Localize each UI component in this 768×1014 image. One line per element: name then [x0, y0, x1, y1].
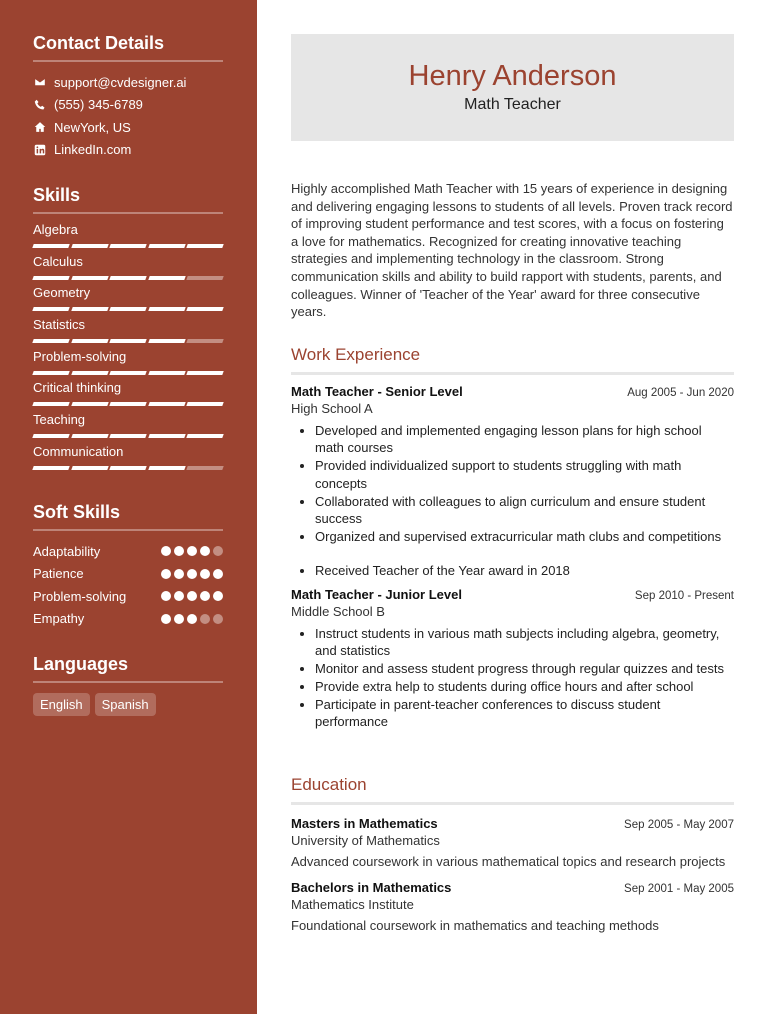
skill-level-segment	[148, 244, 185, 248]
education-description: Advanced coursework in various mathematical topics and research projects	[291, 854, 726, 869]
skill-item	[33, 349, 223, 381]
skill-item	[33, 412, 223, 444]
skill-name: Geometry	[33, 285, 91, 301]
skill-level-segment	[187, 466, 224, 470]
skill-level-segment	[71, 371, 108, 375]
skill-level-segment	[187, 339, 224, 343]
soft-skill-rating	[161, 614, 223, 624]
job-title: Math Teacher - Senior Level	[291, 384, 463, 399]
soft-skill-rating	[161, 546, 223, 556]
job-title: Math Teacher - Junior Level	[291, 586, 462, 602]
skill-item	[33, 317, 223, 349]
skills-section	[33, 185, 223, 476]
job-dates: Sep 2010 - Present	[634, 589, 734, 602]
skill-level-segment	[32, 307, 69, 311]
rating-dot	[187, 614, 197, 624]
skill-level-segment	[148, 434, 185, 438]
job-bullet: • Organized and supervised extracurricular math clubs and competitions	[315, 528, 734, 545]
job-entry	[291, 384, 734, 580]
rating-dot	[187, 591, 197, 601]
skill-level-segment	[71, 466, 108, 470]
rating-dot	[187, 569, 197, 579]
soft-skill-item	[33, 608, 223, 631]
skill-level-segment	[32, 434, 69, 438]
soft-skill-rating	[161, 569, 223, 579]
rating-dot	[174, 546, 184, 556]
name-header	[291, 34, 734, 141]
soft-skill-name: Adaptability	[33, 543, 101, 559]
skill-level-segment	[71, 339, 108, 343]
skill-level-segment	[109, 307, 146, 311]
phone-icon	[33, 98, 46, 111]
skill-item	[33, 285, 223, 317]
job-bullet: • Received Teacher of the Year award in 2018	[315, 562, 734, 579]
contact-location	[33, 116, 223, 139]
skill-level-segment	[32, 339, 69, 343]
job-bullet: • Provide extra help to students during office hours and after school	[315, 678, 734, 695]
job-bullet: • Monitor and assess student progress through regular quizzes and tests	[315, 660, 734, 677]
skill-name: Algebra	[33, 222, 78, 237]
soft-skill-item	[33, 585, 223, 608]
rating-dot	[174, 569, 184, 579]
contact-location-text: NewYork, US	[54, 119, 131, 135]
rating-dot	[213, 569, 223, 579]
degree-title: Masters in Mathematics	[291, 816, 438, 831]
contact-email[interactable]	[33, 71, 223, 94]
job-bullets	[315, 422, 734, 580]
skill-level-segment	[148, 402, 185, 406]
sidebar	[0, 0, 257, 1014]
rating-dot	[174, 591, 184, 601]
skill-level-segment	[109, 244, 146, 248]
skill-level-segment	[148, 339, 185, 343]
rating-dot	[213, 591, 223, 601]
skill-level-segment	[187, 276, 224, 280]
skill-item	[33, 254, 223, 286]
skill-item	[33, 380, 223, 412]
rating-dot	[161, 591, 171, 601]
job-bullet: • Developed and implemented engaging lesson plans for high school math courses	[315, 422, 734, 457]
skill-level-segment	[148, 276, 185, 280]
skill-level-segment	[32, 466, 69, 470]
skill-level-segment	[187, 371, 224, 375]
education-entry	[291, 880, 734, 935]
education-entry	[291, 816, 734, 871]
skill-level-segment	[109, 434, 146, 438]
skill-item	[33, 444, 223, 476]
job-bullets	[315, 625, 734, 731]
rating-dot	[187, 546, 197, 556]
skill-name: Critical thinking	[33, 380, 122, 396]
skill-level-segment	[109, 339, 146, 343]
language-tag: Spanish	[95, 693, 156, 716]
skill-level-segment	[148, 371, 185, 375]
rating-dot	[200, 569, 210, 579]
profile-summary: Highly accomplished Math Teacher with 15 years of experience in designing and delivering engaging lessons to students of all levels. Proven track record of improving student performance and test scores, with a focus on fostering a love for mathematics. Recognized for creating innovative teaching strategies and implementing technology in the classroom. Strong communication skills and ability to build rapport with students, parents, and colleagues. Winner of 'Teacher of the Year' award for three consecutive years.	[291, 181, 733, 320]
rating-dot	[213, 546, 223, 556]
soft-skills-heading: Soft Skills	[33, 502, 223, 531]
skill-level-segment	[187, 402, 224, 406]
skill-level-segment	[187, 307, 224, 311]
contact-heading: Contact Details	[33, 33, 223, 62]
soft-skill-item	[33, 563, 223, 586]
rating-dot	[161, 569, 171, 579]
soft-skill-name: Problem-solving	[33, 588, 127, 604]
skill-level-segment	[187, 244, 224, 248]
education-section	[291, 775, 734, 934]
skill-level-bar	[33, 434, 223, 438]
school-name: University of Mathematics	[291, 833, 440, 848]
skill-level-segment	[32, 371, 69, 375]
work-experience-heading: Work Experience	[291, 345, 734, 375]
job-organization: High School A	[291, 401, 373, 416]
education-description: Foundational coursework in mathematics and teaching methods	[291, 917, 659, 933]
job-bullet: • Instruct students in various math subjects including algebra, geometry, and statistics	[315, 625, 734, 660]
education-heading: Education	[291, 775, 734, 805]
language-tag: English	[33, 693, 90, 716]
skill-level-segment	[71, 434, 108, 438]
skill-level-segment	[71, 244, 108, 248]
skill-name: Teaching	[33, 412, 86, 428]
job-organization: Middle School B	[291, 603, 385, 619]
soft-skill-rating	[161, 591, 223, 601]
languages-heading: Languages	[33, 654, 223, 683]
languages-section	[33, 654, 223, 716]
candidate-name: Henry Anderson	[408, 60, 617, 92]
skill-name: Statistics	[33, 317, 86, 333]
soft-skills-section	[33, 502, 223, 630]
rating-dot	[200, 591, 210, 601]
skill-level-bar	[33, 307, 223, 311]
soft-skill-item	[33, 540, 223, 563]
work-experience-section	[291, 345, 734, 731]
skill-level-segment	[32, 402, 69, 406]
skill-level-segment	[71, 276, 108, 280]
rating-dot	[213, 614, 223, 624]
contact-linkedin-text: LinkedIn.com	[54, 142, 132, 158]
contact-email-text: support@cvdesigner.ai	[54, 74, 187, 90]
skill-level-segment	[109, 371, 146, 375]
skill-name: Calculus	[33, 253, 83, 269]
contact-linkedin[interactable]	[33, 139, 223, 162]
rating-dot	[200, 546, 210, 556]
job-entry	[291, 587, 734, 731]
skill-level-segment	[32, 276, 69, 280]
skill-item	[33, 222, 223, 254]
soft-skill-name: Patience	[33, 566, 84, 582]
skill-level-bar	[33, 276, 223, 280]
education-dates: Sep 2001 - May 2005	[624, 882, 734, 895]
skill-level-segment	[71, 307, 108, 311]
contact-phone[interactable]	[33, 94, 223, 117]
contact-section	[33, 33, 223, 161]
skills-heading: Skills	[33, 185, 223, 214]
skill-level-bar	[33, 339, 223, 343]
skill-level-segment	[109, 402, 146, 406]
rating-dot	[200, 614, 210, 624]
skill-name: Communication	[33, 443, 124, 459]
soft-skill-name: Empathy	[33, 611, 85, 627]
home-icon	[33, 121, 46, 134]
job-bullet: • Provided individualized support to students struggling with math concepts	[315, 457, 734, 492]
rating-dot	[161, 614, 171, 624]
job-dates: Aug 2005 - Jun 2020	[627, 387, 734, 399]
skill-level-segment	[32, 244, 69, 248]
skill-level-segment	[148, 307, 185, 311]
linkedin-icon	[33, 143, 46, 156]
degree-title: Bachelors in Mathematics	[291, 879, 452, 895]
skill-level-segment	[148, 466, 185, 470]
job-bullet: • Collaborated with colleagues to align curriculum and ensure student success	[315, 493, 734, 528]
skill-name: Problem-solving	[33, 348, 127, 364]
contact-phone-text: (555) 345-6789	[54, 97, 143, 113]
skill-level-segment	[187, 434, 224, 438]
education-dates: Sep 2005 - May 2007	[624, 819, 734, 831]
skill-level-bar	[33, 466, 223, 470]
skill-level-bar	[33, 371, 223, 375]
skill-level-bar	[33, 402, 223, 406]
rating-dot	[161, 546, 171, 556]
candidate-title: Math Teacher	[464, 96, 561, 113]
skill-level-bar	[33, 244, 223, 248]
rating-dot	[174, 614, 184, 624]
skill-level-segment	[109, 276, 146, 280]
skill-level-segment	[109, 466, 146, 470]
job-bullet: • Participate in parent-teacher conferences to discuss student performance	[315, 696, 734, 731]
skill-level-segment	[71, 402, 108, 406]
school-name: Mathematics Institute	[291, 896, 414, 912]
envelope-icon	[33, 76, 46, 89]
